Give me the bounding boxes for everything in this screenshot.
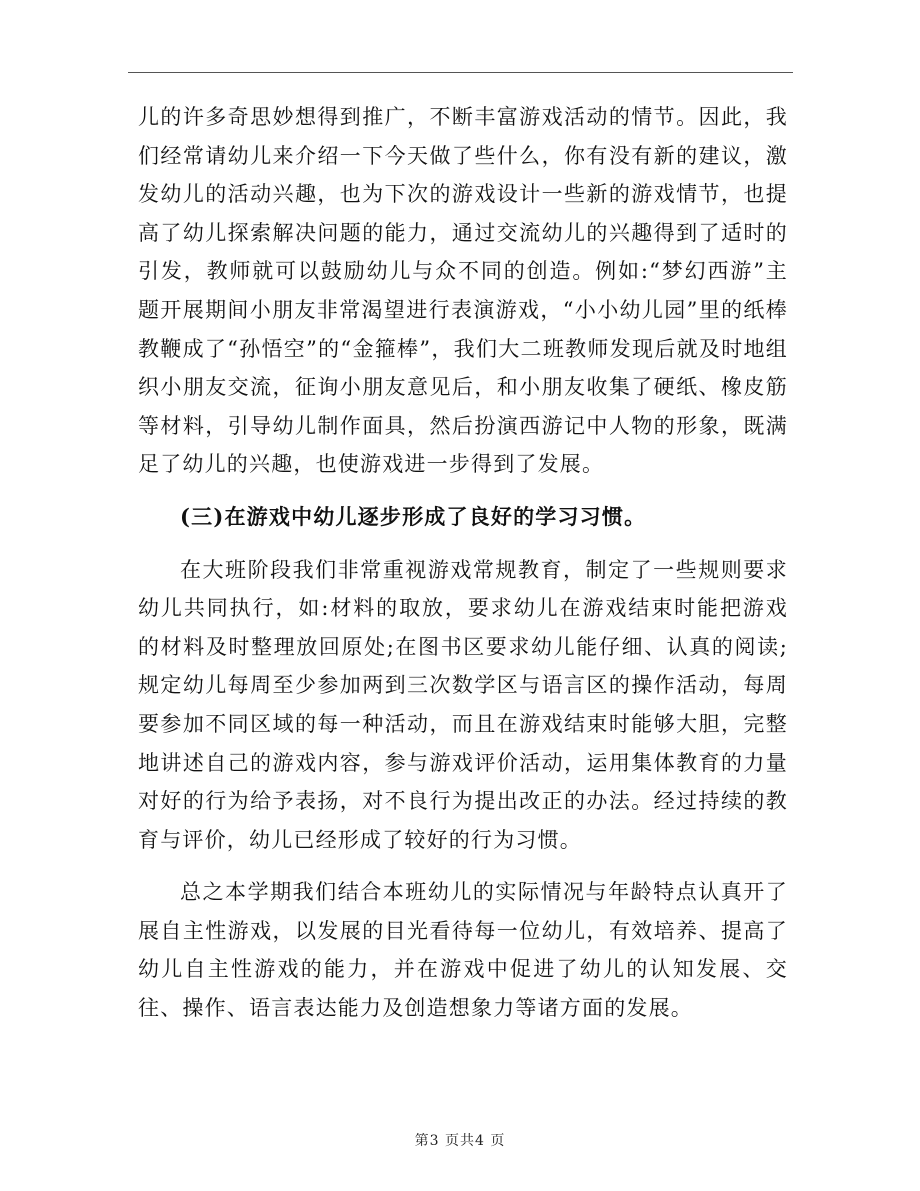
paragraph-routine-education: 在大班阶段我们非常重视游戏常规教育，制定了一些规则要求幼儿共同执行，如:材料的取放，要求幼儿在游戏结束时能把游戏的材料及时整理放回原处;在图书区要求幼儿能仔细、认真的阅读;规定幼儿每周至少参加两到三次数学区与语言区的操作活动，每周要参加不同区域的每一种活动，而且在游戏结束时能够大胆，完整地讲述自己的游戏内容，参与游戏评价活动，运用集体教育的力量对好的行为给予表扬，对不良行为提出改正的办法。经过持续的教育与评价，幼儿已经形成了较好的行为习惯。 — [138, 557, 788, 852]
section-heading: (三)在游戏中幼儿逐步形成了良好的学习习惯。 — [180, 503, 647, 529]
paragraph-continued: 儿的许多奇思妙想得到推广，不断丰富游戏活动的情节。因此，我们经常请幼儿来介绍一下今天做了些什么，你有没有新的建议，激发幼儿的活动兴趣，也为下次的游戏设计一些新的游戏情节，也提高了幼儿探索解决问题的能力，通过交流幼儿的兴趣得到了适时的引发，教师就可以鼓励幼儿与众不同的创造。例如:“梦幻西游”主题开展期间小朋友非常渴望进行表演游戏，“小小幼儿园”里的纸棒教鞭成了“孙悟空”的“金箍棒”，我们大二班教师发现后就及时地组织小朋友交流，征询小朋友意见后，和小朋友收集了硬纸、橡皮筋等材料，引导幼儿制作面具，然后扮演西游记中人物的形象，既满足了幼儿的兴趣，也使游戏进一步得到了发展。 — [138, 105, 788, 477]
document-body — [138, 98, 788, 1028]
paragraph-summary: 总之本学期我们结合本班幼儿的实际情况与年龄特点认真开了展自主性游戏，以发展的目光看待每一位幼儿，有效培养、提高了幼儿自主性游戏的能力，并在游戏中促进了幼儿的认知发展、交往、操作、语言表达能力及创造想象力等诸方面的发展。 — [138, 880, 788, 1021]
header-rule — [128, 72, 793, 73]
page-number: 第3 页共4 页 — [414, 1133, 506, 1149]
